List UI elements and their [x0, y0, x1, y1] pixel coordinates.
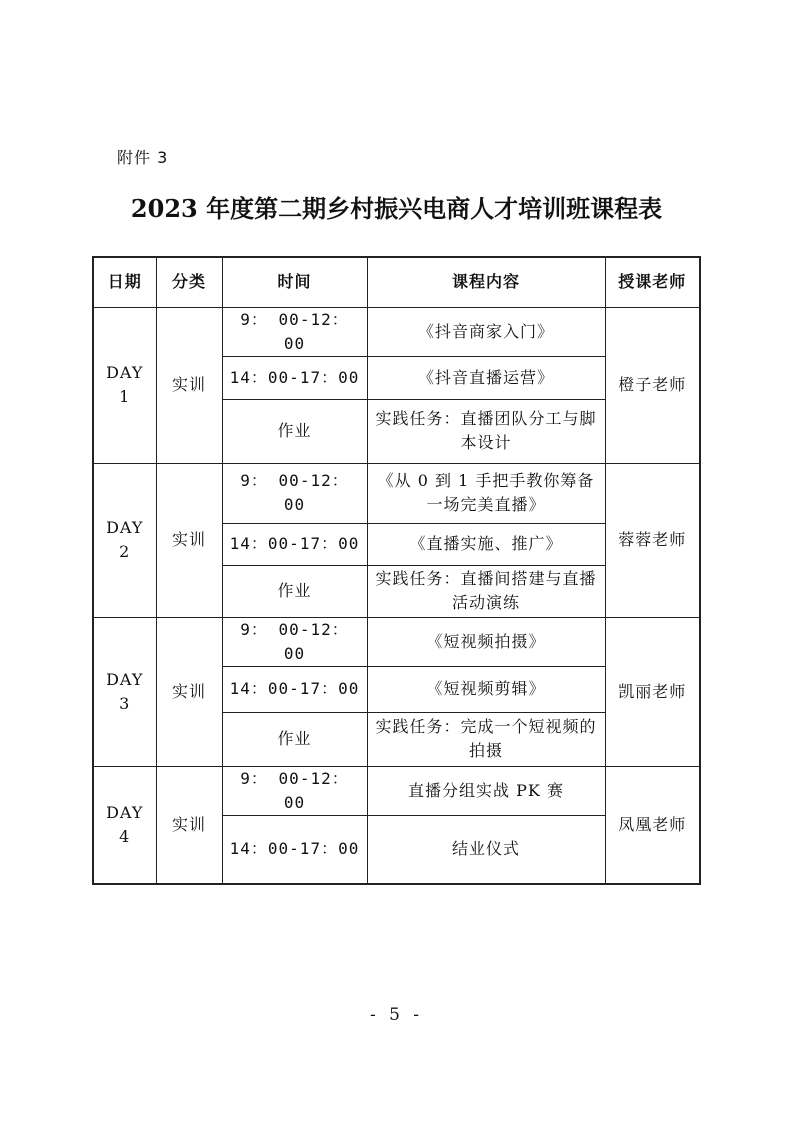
day-cell: DAY 4: [93, 766, 156, 884]
table-row: [93, 766, 700, 815]
content-cell: 《从 0 到 1 手把手教你筹备一场完美直播》: [367, 463, 605, 523]
time-cell: 14：00-17：00: [222, 666, 367, 712]
table-row: [93, 463, 700, 523]
table-row: [93, 617, 700, 666]
teacher-cell: 橙子老师: [605, 307, 700, 463]
category-cell: 实训: [156, 307, 222, 463]
content-cell: 实践任务：完成一个短视频的拍摄: [367, 712, 605, 766]
content-cell: 《抖音直播运营》: [367, 356, 605, 399]
time-cell: 作业: [222, 399, 367, 463]
time-cell: 9： 00-12： 00: [222, 463, 367, 523]
content-cell: 《短视频拍摄》: [367, 617, 605, 666]
day-cell: DAY 2: [93, 463, 156, 617]
category-cell: 实训: [156, 766, 222, 884]
time-cell: 作业: [222, 565, 367, 617]
content-cell: 《直播实施、推广》: [367, 523, 605, 565]
header-category: 分类: [156, 257, 222, 307]
page-title: 2023 年度第二期乡村振兴电商人才培训班课程表: [130, 194, 663, 223]
header-time: 时间: [222, 257, 367, 307]
time-cell: 14：00-17：00: [222, 356, 367, 399]
time-cell: 14：00-17：00: [222, 815, 367, 884]
content-cell: 结业仪式: [367, 815, 605, 884]
time-cell: 作业: [222, 712, 367, 766]
time-cell: 9： 00-12： 00: [222, 766, 367, 815]
content-cell: 实践任务：直播团队分工与脚本设计: [367, 399, 605, 463]
day-cell: DAY 1: [93, 307, 156, 463]
page-number: - 5 -: [369, 1005, 424, 1025]
attachment-label: 附件 3: [117, 148, 169, 167]
content-cell: 直播分组实战 PK 赛: [367, 766, 605, 815]
day-cell: DAY 3: [93, 617, 156, 766]
time-cell: 14：00-17：00: [222, 523, 367, 565]
category-cell: 实训: [156, 617, 222, 766]
teacher-cell: 蓉蓉老师: [605, 463, 700, 617]
time-cell: 9： 00-12： 00: [222, 307, 367, 356]
category-cell: 实训: [156, 463, 222, 617]
table-row: [93, 307, 700, 356]
time-cell: 9： 00-12： 00: [222, 617, 367, 666]
content-cell: 《抖音商家入门》: [367, 307, 605, 356]
content-cell: 实践任务：直播间搭建与直播活动演练: [367, 565, 605, 617]
header-teacher: 授课老师: [605, 257, 700, 307]
teacher-cell: 凤凰老师: [605, 766, 700, 884]
header-content: 课程内容: [367, 257, 605, 307]
header-date: 日期: [93, 257, 156, 307]
teacher-cell: 凯丽老师: [605, 617, 700, 766]
course-schedule-table: [92, 256, 701, 885]
content-cell: 《短视频剪辑》: [367, 666, 605, 712]
header-row: [93, 257, 700, 307]
